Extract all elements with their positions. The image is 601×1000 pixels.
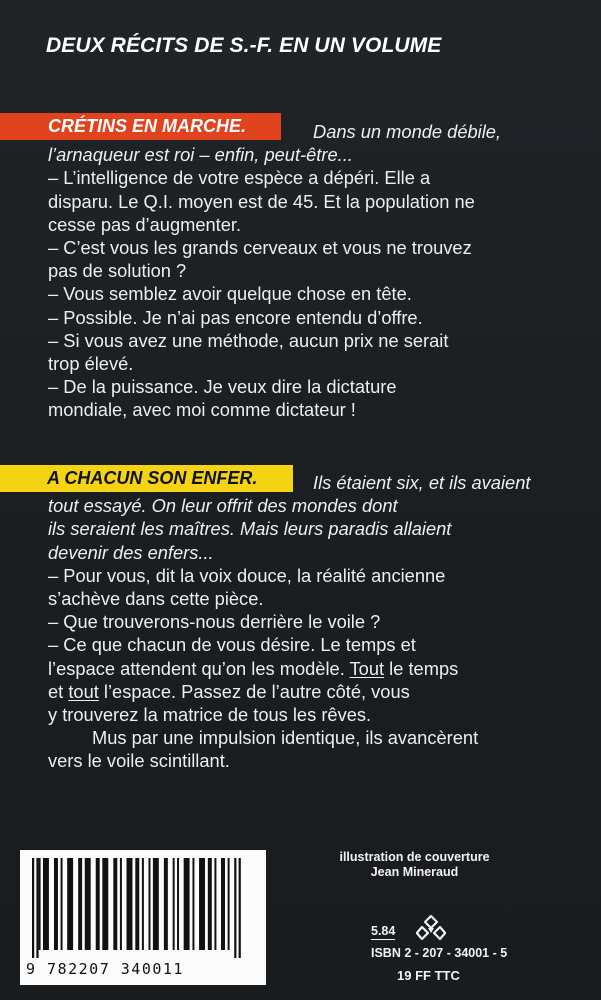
story2-blurb xyxy=(48,471,568,773)
illustration-credit-name: Jean Mineraud xyxy=(370,865,459,879)
story2-line: y trouverez la matrice de tous les rêves. xyxy=(48,704,372,726)
story1-line: – De la puissance. Je veux dire la dictature xyxy=(48,376,397,398)
story2-line: ils seraient les maîtres. Mais leurs paradis allaient xyxy=(48,518,452,540)
story1-line: trop élevé. xyxy=(48,353,134,375)
story2-line: vers le voile scintillant. xyxy=(48,750,230,772)
story2-text: et xyxy=(48,680,69,702)
story1-line: mondiale, avec moi comme dictateur ! xyxy=(48,399,356,421)
story1-line: – Si vous avez une méthode, aucun prix ne serait xyxy=(48,329,449,351)
barcode-digits: 9 782207 340011 xyxy=(26,960,184,978)
story1-line: – Possible. Je n’ai pas encore entendu d’offre. xyxy=(48,306,423,328)
story2-line: Ils étaient six, et ils avaient xyxy=(313,472,531,493)
story2-line: – Que trouverons-nous derrière le voile ? xyxy=(48,611,381,633)
story1-line: – C’est vous les grands cerveaux et vous ne trouvez xyxy=(48,237,472,259)
story1-line: pas de solution ? xyxy=(48,260,187,282)
story2-line: – Ce que chacun de vous désire. Le temps et xyxy=(48,634,416,656)
story2-text: l’espace. Passez de l’autre côté, vous xyxy=(98,680,410,702)
story1-line: Dans un monde débile, xyxy=(313,121,502,142)
story1-line: cesse pas d’augmenter. xyxy=(48,213,242,235)
price: 19 FF TTC xyxy=(397,968,460,983)
story2-text: l’espace attendent qu’on les modèle. xyxy=(48,657,345,679)
price-code: 5.84 xyxy=(371,924,396,938)
barcode-bars xyxy=(32,858,254,958)
barcode xyxy=(20,850,266,985)
story1-line: – Vous semblez avoir quelque chose en tête. xyxy=(48,283,412,305)
story1-line: – L’intelligence de votre espèce a dépéri. Elle a xyxy=(48,167,431,189)
illustration-credit-label: illustration de couverture xyxy=(339,850,490,864)
story2-line: s’achève dans cette pièce. xyxy=(48,588,264,610)
story2-line xyxy=(48,680,568,703)
publisher-logo-icon xyxy=(416,913,446,943)
story1-line: disparu. Le Q.I. moyen est de 45. Et la population ne xyxy=(48,190,475,212)
story2-line: – Pour vous, dit la voix douce, la réalité ancienne xyxy=(48,564,446,586)
story2-banner: A CHACUN SON ENFER. xyxy=(0,465,293,492)
cover-headline: DEUX RÉCITS DE S.-F. EN UN VOLUME xyxy=(46,34,442,57)
story2-line: tout essayé. On leur offrit des mondes dont xyxy=(48,495,398,517)
story2-underlined-word: Tout xyxy=(349,657,385,679)
story1-blurb xyxy=(48,120,568,422)
story2-line xyxy=(48,657,568,680)
story2-line: Mus par une impulsion identique, ils avancèrent xyxy=(92,727,479,749)
story1-banner: CRÉTINS EN MARCHE. xyxy=(0,113,281,140)
story2-underlined-word: tout xyxy=(68,680,99,702)
story2-line: devenir des enfers... xyxy=(48,541,214,563)
story2-text: le temps xyxy=(384,657,459,679)
story1-line: l’arnaqueur est roi – enfin, peut-être... xyxy=(48,144,353,166)
isbn: ISBN 2 - 207 - 34001 - 5 xyxy=(371,946,508,960)
